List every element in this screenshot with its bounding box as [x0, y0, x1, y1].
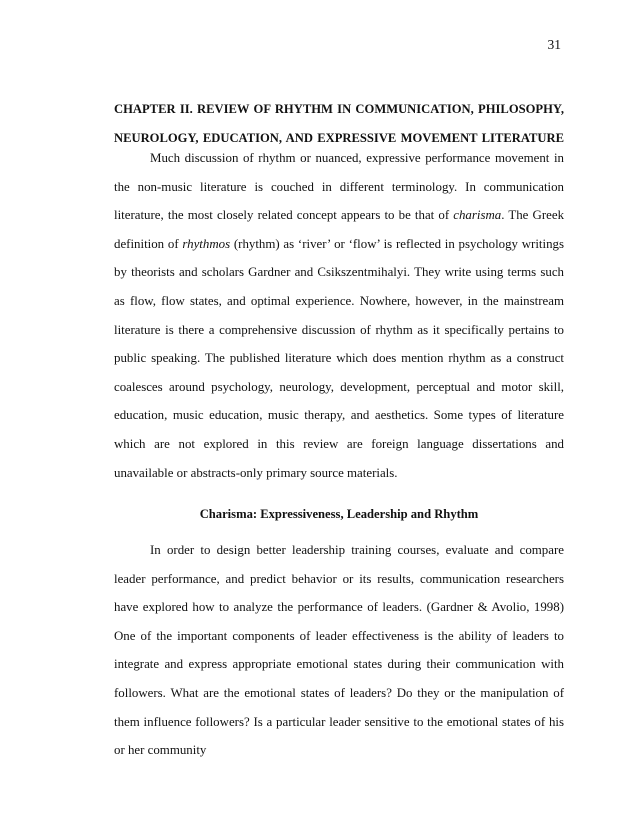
intro-text-part-2: . The Greek definition of [114, 208, 565, 251]
term-charisma: charisma [453, 208, 502, 223]
chapter-heading: CHAPTER II. REVIEW OF RHYTHM IN COMMUNICATION, PHILOSOPHY, NEUROLOGY, EDUCATION, AND EXPRESSIVE MOVEMENT LITERATURE [114, 102, 564, 145]
intro-paragraph [114, 144, 564, 487]
section-heading: Charisma: Expressiveness, Leadership and Rhythm [199, 507, 479, 521]
section-paragraph: In order to design better leadership training courses, evaluate and compare leader performance, and predict behavior or its results, communication researchers have explored how to analyze the performance of leaders. (Gardner & Avolio, 1998) One of the important components of leader effectiveness is the ability of leaders to integrate and express appropriate emotional states during their communication with followers. What are the emotional states of leaders? Do they or the manipulation of them influence followers? Is a particular leader sensitive to the emotional states of his or her community [114, 543, 564, 758]
intro-text-part-1: Much discussion of rhythm or nuanced, expressive performance movement in the non-music literature is couched in different terminology. In communication literature, the most closely related concept appears to be that of [114, 151, 564, 223]
intro-text-part-3: (rhythm) as ‘river’ or ‘flow’ is reflected in psychology writings by theorists and scholars Gardner and Csikszentmihalyi. They write using terms such as flow, flow states, and optimal experience. Nowhere, however, in the mainstream literature is there a comprehensive discussion of rhythm as it specifically pertains to public speaking. The published literature which does mention rhythm as a construct coalesces around psychology, neurology, development, perceptual and motor skill, education, music education, music therapy, and aesthetics. Some types of literature which are not explored in this review are foreign language dissertations and unavailable or abstracts-only primary source materials. [114, 236, 564, 480]
page-number: 31 [547, 37, 561, 52]
term-rhythmos: rhythmos [182, 236, 231, 251]
